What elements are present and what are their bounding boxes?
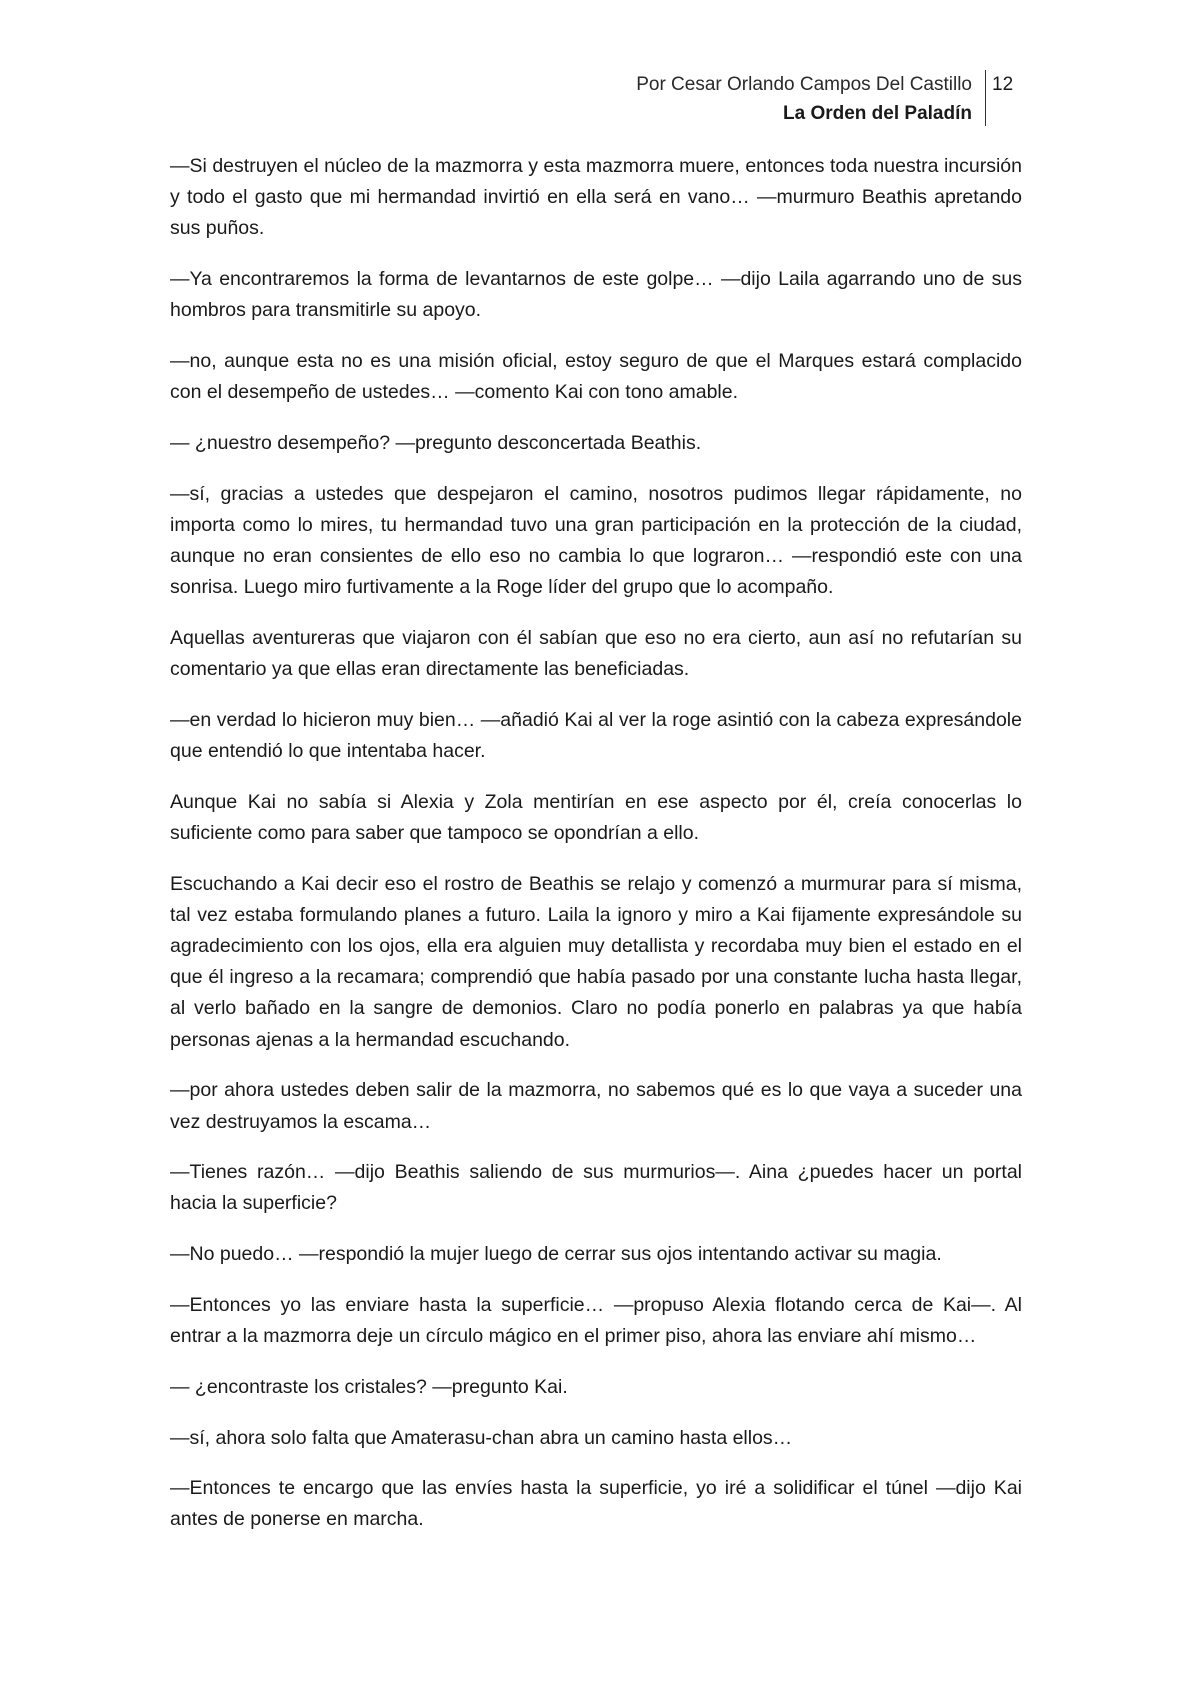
paragraph: —sí, gracias a ustedes que despejaron el camino, nosotros pudimos llegar rápidamente, no importa como lo mires, tu hermandad tuvo una gran participación en la protección de la ciudad, aunque no eran consientes de ello eso no cambia lo que lograron… —respondió este con una sonrisa. Luego miro furtivamente a la Roge líder del grupo que lo acompaño. — [170, 482, 1022, 599]
paragraph: —no, aunque esta no es una misión oficial, estoy seguro de que el Marques estará complacido con el desempeño de ustedes… —comento Kai con tono amable. — [170, 350, 1022, 404]
paragraph: —Entonces yo las enviare hasta la superficie… —propuso Alexia flotando cerca de Kai—. Al entrar a la mazmorra deje un círculo mágico en el primer piso, ahora las enviare ahí mismo… — [170, 1293, 1022, 1348]
header-divider — [985, 70, 986, 126]
paragraph: —Entonces te encargo que las envíes hasta la superficie, yo iré a solidificar el túnel —dijo Kai antes de ponerse en marcha. — [170, 1477, 1022, 1531]
page-number: 12 — [992, 74, 1014, 95]
paragraph: —sí, ahora solo falta que Amaterasu-chan abra un camino hasta ellos… — [170, 1426, 793, 1449]
header-book-title: La Orden del Paladín — [783, 103, 972, 124]
header-author: Por Cesar Orlando Campos Del Castillo — [636, 74, 972, 95]
paragraph: —por ahora ustedes deben salir de la mazmorra, no sabemos qué es lo que vaya a suceder una vez destruyamos la escama… — [170, 1079, 1022, 1133]
paragraph: — ¿nuestro desempeño? —pregunto desconcertada Beathis. — [170, 431, 702, 454]
paragraph: — ¿encontraste los cristales? —pregunto Kai. — [170, 1375, 568, 1398]
page-header — [560, 70, 1022, 126]
body-text — [170, 151, 1022, 1555]
paragraph: —Tienes razón… —dijo Beathis saliendo de sus murmurios—. Aina ¿puedes hacer un portal hacia la superficie? — [170, 1161, 1022, 1215]
paragraph: —No puedo… —respondió la mujer luego de cerrar sus ojos intentando activar su magia. — [170, 1243, 942, 1266]
paragraph: Aquellas aventureras que viajaron con él sabían que eso no era cierto, aun así no refutarían su comentario ya que ellas eran directamente las beneficiadas. — [170, 626, 1022, 681]
paragraph: —Si destruyen el núcleo de la mazmorra y esta mazmorra muere, entonces toda nuestra incursión y todo el gasto que mi hermandad invirtió en ella será en vano… —murmuro Beathis apretando sus puños. — [170, 155, 1022, 240]
paragraph: —Ya encontraremos la forma de levantarnos de este golpe… —dijo Laila agarrando uno de sus hombros para transmitirle su apoyo. — [170, 268, 1022, 322]
paragraph: —en verdad lo hicieron muy bien… —añadió Kai al ver la roge asintió con la cabeza expresándole que entendió lo que intentaba hacer. — [170, 708, 1022, 763]
header-text — [636, 70, 972, 128]
paragraph: Aunque Kai no sabía si Alexia y Zola mentirían en ese aspecto por él, creía conocerlas lo suficiente como para saber que tampoco se opondrían a ello. — [170, 790, 1022, 844]
paragraph: Escuchando a Kai decir eso el rostro de Beathis se relajo y comenzó a murmurar para sí misma, tal vez estaba formulando planes a futuro. Laila la ignoro y miro a Kai fijamente expresándole su agradecimiento con los ojos, ella era alguien muy detallista y recordaba muy bien el estado en el que él ingreso a la recamara; comprendió que había pasado por una constante lucha hasta llegar, al verlo bañado en la sangre de demonios. Claro no podía ponerlo en palabras ya que había personas ajenas a la hermandad escuchando. — [170, 872, 1022, 1051]
